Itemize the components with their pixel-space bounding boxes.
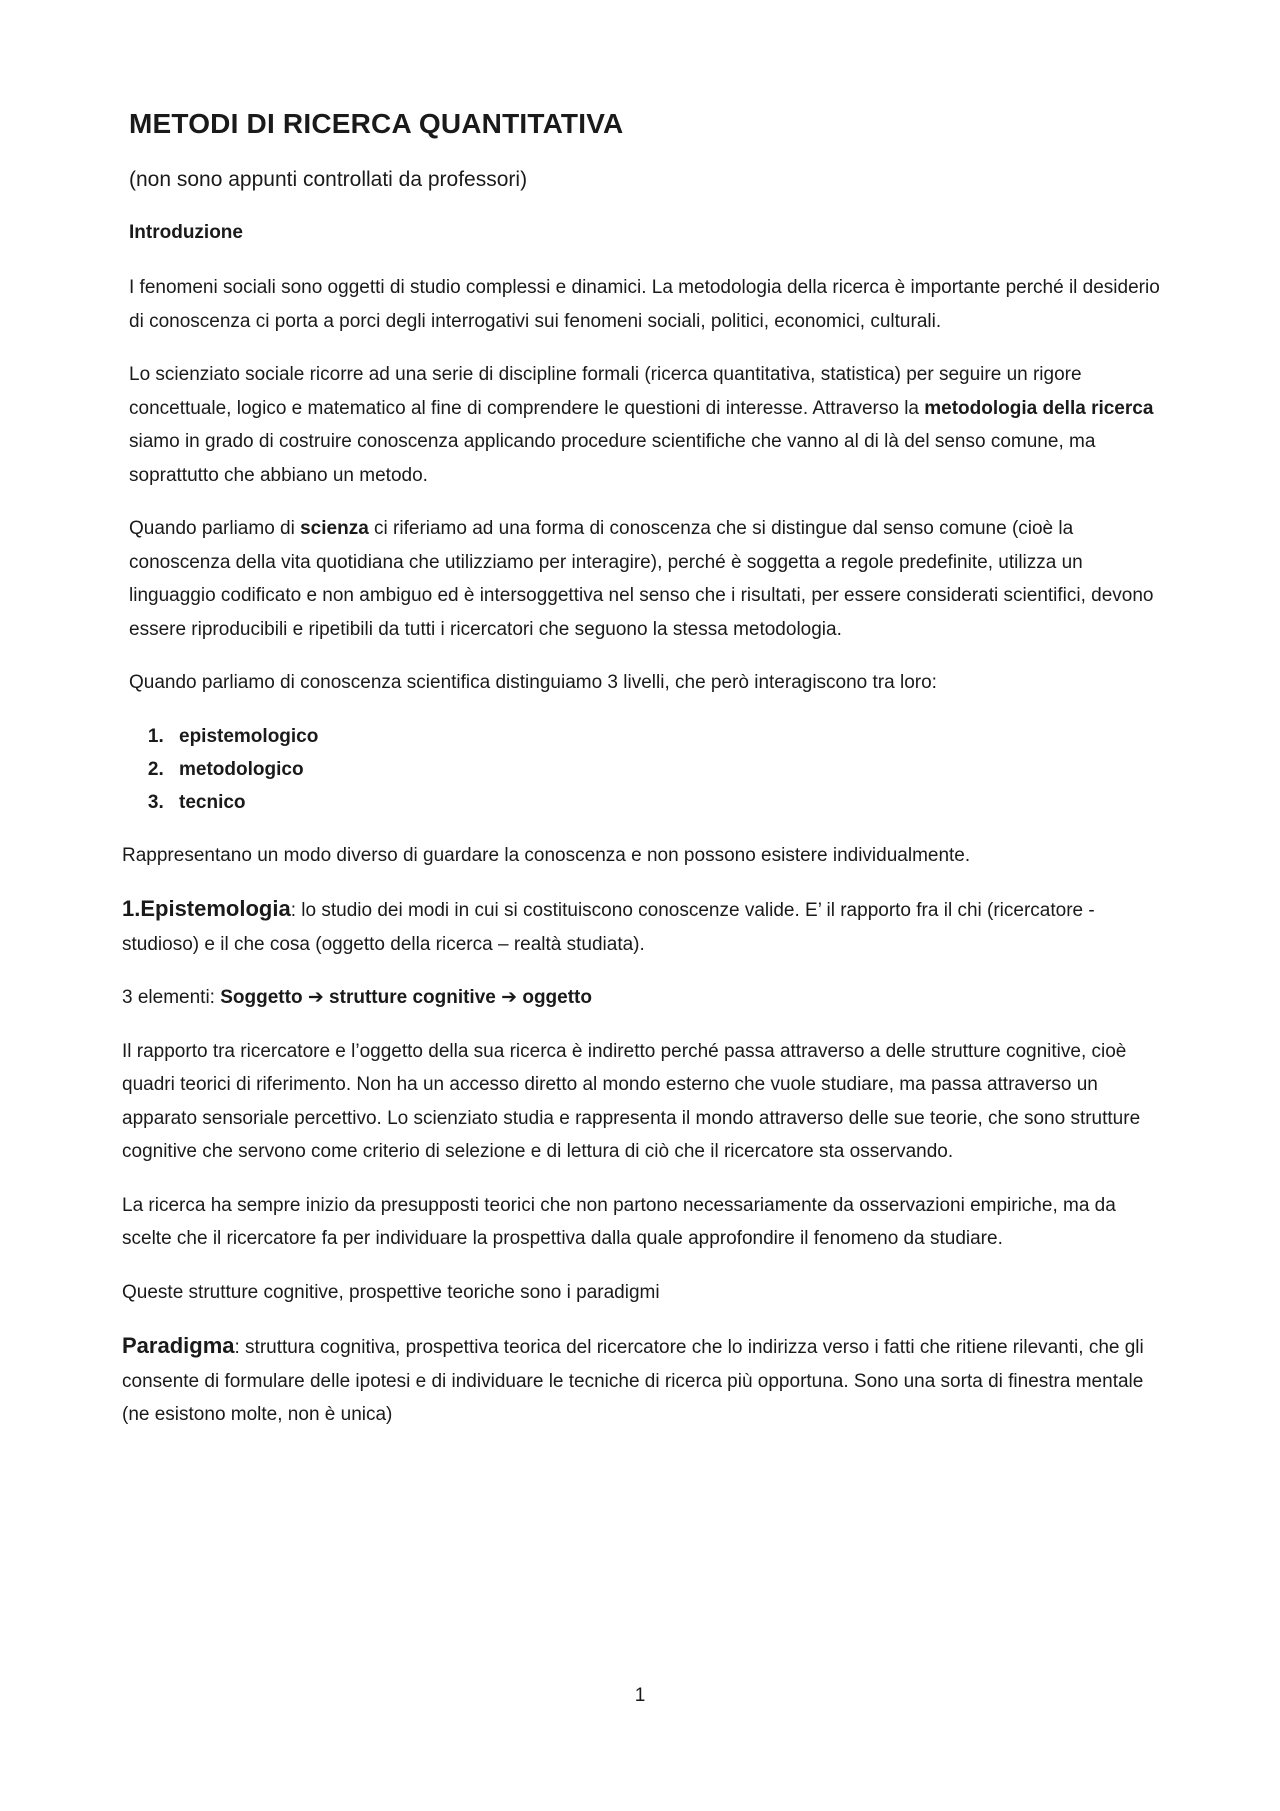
list-item: 3. tecnico [169,786,1169,819]
intro-heading: Introduzione [129,222,243,243]
element-soggetto: Soggetto [220,987,303,1008]
paragraph-text: : struttura cognitiva, prospettiva teorica del ricercatore che lo indirizza verso i fatti che ritiene rilevanti, che gli consente di formulare delle ipotesi e di individuare le tecniche di ricerca più opportuna. Sono una sorta di finestra mentale (ne esistono molte, non è unica) [122,1337,1144,1425]
paragraph-presupposti: La ricerca ha sempre inizio da presupposti teorici che non partono necessariamente da osservazioni empiriche, ma da scelte che il ricercatore fa per individuare la prospettiva dalla quale approfondire il fenomeno da studiare. [122,1194,1116,1249]
paragraph-paradigma [122,1329,1169,1432]
page-number: 1 [634,1685,646,1706]
term-paradigma: Paradigma [122,1333,235,1358]
levels-list [129,720,1169,819]
paragraph-text: ci riferiamo ad una forma di conoscenza che si distingue dal senso comune (cioè la conoscenza della vita quotidiana che utilizziamo per interagire), perché è soggetta a regole predefinite, utilizza un linguaggio codificato e non ambiguo ed è intersoggettiva nel senso che i risultati, per essere considerati scientifici, devono essere riproducibili e ripetibili da tutti i ricercatori che seguono la stessa metodologia. [129,518,1154,640]
paragraph-paradigmi: Queste strutture cognitive, prospettive teoriche sono i paradigmi [122,1281,660,1303]
paragraph-text: Lo scienziato sociale ricorre ad una serie di discipline formali (ricerca quantitativa, statistica) per seguire un rigore concettuale, logico e matematico al fine di comprendere le questioni di interesse. Attraverso la [129,364,1082,419]
paragraph-rappresentano: Rappresentano un modo diverso di guardare la conoscenza e non possono esistere individualmente. [122,844,971,866]
paragraph-elementi [122,981,1169,1015]
paragraph-scienziato-sociale [129,358,1169,492]
list-item: 2. metodologico [169,753,1169,786]
element-strutture-cognitive: strutture cognitive [329,987,496,1008]
document-title: METODI DI RICERCA QUANTITATIVA [129,108,624,139]
term-scienza: scienza [300,518,369,539]
arrow-right-icon: ➔ [501,987,518,1008]
term-metodologia: metodologia della ricerca [924,397,1154,419]
arrow-right-icon: ➔ [307,987,324,1008]
paragraph-epistemologia [122,892,1169,961]
elements-label: 3 elementi: [122,987,221,1008]
paragraph-rapporto: Il rapporto tra ricercatore e l’oggetto della sua ricerca è indiretto perché passa attraverso a delle strutture cognitive, cioè quadri teorici di riferimento. Non ha un accesso diretto al mondo esterno che vuole studiare, ma passa attraverso un apparato sensoriale percettivo. Lo scienziato studia e rappresenta il mondo attraverso delle sue teorie, che sono strutture cognitive che servono come criterio di selezione e di lettura di ciò che il ricercatore sta osservando. [122,1040,1141,1162]
document-body [122,108,1169,1452]
term-epistemologia: 1.Epistemologia [122,896,291,921]
paragraph-text: siamo in grado di costruire conoscenza applicando procedure scientifiche che vanno al di là del senso comune, ma soprattutto che abbiano un metodo. [129,431,1096,486]
paragraph-text: : lo studio dei modi in cui si costituiscono conoscenze valide. E’ il rapporto fra il chi (ricercatore - studioso) e il che cosa (oggetto della ricerca – realtà studiata). [122,900,1095,955]
paragraph-livelli: Quando parliamo di conoscenza scientifica distinguiamo 3 livelli, che però interagiscono tra loro: [129,672,937,693]
paragraph-text: Quando parliamo di [129,518,301,539]
paragraph-scienza [129,512,1169,646]
element-oggetto: oggetto [522,987,592,1008]
paragraph-fenomeni-sociali: I fenomeni sociali sono oggetti di studio complessi e dinamici. La metodologia della ricerca è importante perché il desiderio di conoscenza ci porta a porci degli interrogativi sui fenomeni sociali, politici, economici, culturali. [129,277,1160,332]
list-item: 1. epistemologico [169,720,1169,753]
document-subtitle: (non sono appunti controllati da professori) [129,168,528,191]
